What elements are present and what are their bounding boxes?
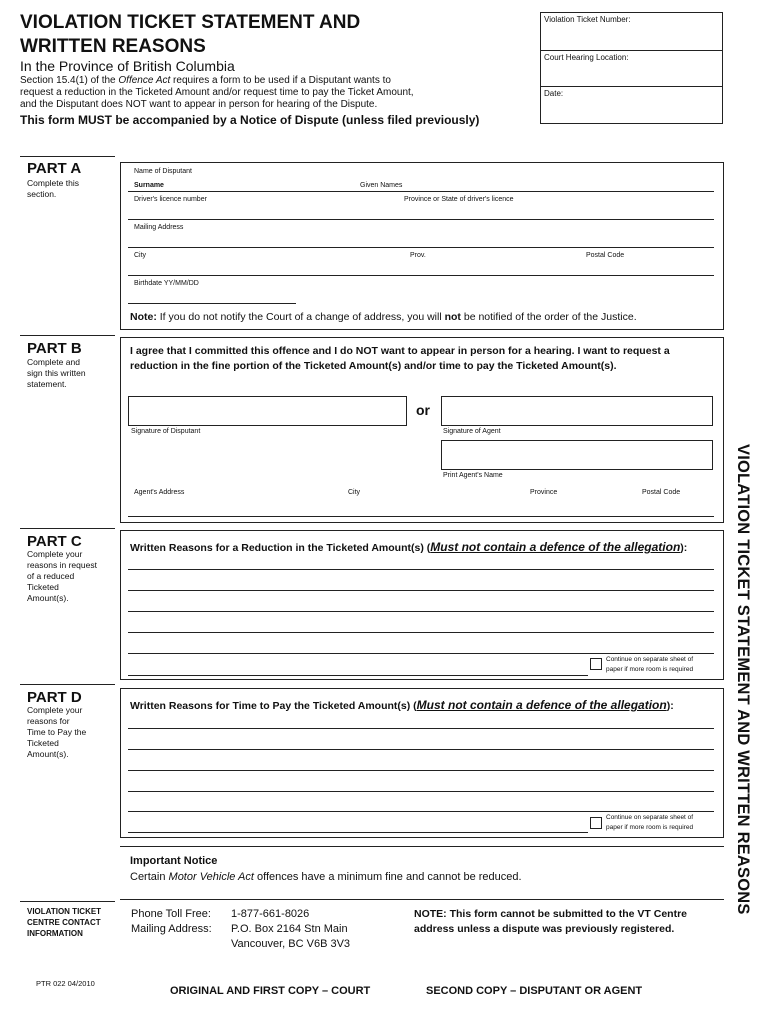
ticket-info-divider <box>540 50 723 51</box>
signature-agent-label: Signature of Agent <box>443 428 501 435</box>
print-agent-name-label: Print Agent's Name <box>443 472 503 479</box>
part-c-continue-checkbox[interactable] <box>590 658 602 670</box>
contact-note-line2: address unless a dispute was previously registered. <box>414 923 675 935</box>
part-d-heading: Written Reasons for Time to Pay the Ticketed Amount(s) (Must not contain a defence of the allegation): <box>130 698 674 712</box>
ticket-number-label: Violation Ticket Number: <box>544 15 631 24</box>
reasons-line <box>128 811 714 812</box>
part-c-continue-line1: Continue on separate sheet of <box>606 656 694 663</box>
part-a-top-rule <box>20 156 115 157</box>
copy-court: ORIGINAL AND FIRST COPY – COURT <box>170 985 371 997</box>
phone-number: 1-877-661-8026 <box>231 908 310 920</box>
birthdate-field[interactable] <box>128 289 296 302</box>
ticket-number-field[interactable] <box>541 24 722 49</box>
reasons-line <box>128 791 714 792</box>
form-title-line1: VIOLATION TICKET STATEMENT AND <box>20 12 361 33</box>
licence-line <box>128 219 714 220</box>
part-c-continue-line2: paper if more room is required <box>606 666 694 673</box>
date-label: Date: <box>544 89 564 98</box>
part-d-continue-line2: paper if more room is required <box>606 824 694 831</box>
address-line <box>128 247 714 248</box>
reasons-line <box>128 832 588 833</box>
agreement-line2: reduction in the fine portion of the Ticketed Amount(s) and/or time to pay the Ticketed Amount(s). <box>130 360 617 372</box>
intro-text-line3: and the Disputant does NOT want to appear in person for hearing of the Dispute. <box>20 99 378 110</box>
agreement-line1: I agree that I committed this offence and I do NOT want to appear in person for a hearing. I want to request a <box>130 345 670 357</box>
agent-address-label: Agent's Address <box>134 489 185 496</box>
part-a-title: PART A <box>27 160 82 177</box>
mailing-address-label: Mailing Address <box>134 224 184 231</box>
reasons-line <box>128 675 588 676</box>
address-change-note: Note: If you do not notify the Court of a change of address, you will not be notified of the order of the Justice. <box>130 311 637 323</box>
licence-field[interactable] <box>128 205 714 218</box>
part-c-desc: Complete your reasons in request of a reduced Ticketed Amount(s). <box>27 549 97 603</box>
form-subtitle: In the Province of British Columbia <box>20 58 235 74</box>
disputant-name-field[interactable] <box>128 176 714 190</box>
intro-text-line1: Section 15.4(1) of the Offence Act requires a form to be used if a Disputant wants to <box>20 75 391 86</box>
part-c-title: PART C <box>27 533 82 550</box>
contact-section-label: VIOLATION TICKET CENTRE CONTACT INFORMATION <box>27 907 102 938</box>
signature-disputant-label: Signature of Disputant <box>131 428 201 435</box>
reasons-line <box>128 770 714 771</box>
part-d-continue-checkbox[interactable] <box>590 817 602 829</box>
reasons-line <box>128 728 714 729</box>
part-c-heading: Written Reasons for a Reduction in the Ticketed Amount(s) (Must not contain a defence of the allegation): <box>130 540 688 554</box>
part-b-title: PART B <box>27 340 82 357</box>
form-title-line2: WRITTEN REASONS <box>20 36 206 57</box>
offence-act-ref: Offence Act <box>118 75 171 86</box>
contact-top-rule <box>120 899 724 900</box>
part-c-top-rule <box>20 528 115 529</box>
agent-province-label: Province <box>530 489 558 496</box>
reasons-line <box>128 569 714 570</box>
copy-disputant: SECOND COPY – DISPUTANT OR AGENT <box>426 985 643 997</box>
reasons-line <box>128 653 714 654</box>
name-line <box>128 191 714 192</box>
ticket-info-divider <box>540 86 723 87</box>
part-d-continue-line1: Continue on separate sheet of <box>606 814 694 821</box>
part-b-desc: Complete and sign this written statement. <box>27 357 86 389</box>
signature-disputant-box[interactable] <box>128 396 407 426</box>
given-names-label: Given Names <box>360 182 403 189</box>
city-label: City <box>134 252 147 259</box>
print-agent-name-box[interactable] <box>441 440 713 470</box>
prov-label: Prov. <box>410 252 426 259</box>
contact-label-rule <box>20 901 115 902</box>
reasons-line <box>128 632 714 633</box>
court-location-label: Court Hearing Location: <box>544 53 629 62</box>
postal-code-label: Postal Code <box>586 252 625 259</box>
agent-postal-code-label: Postal Code <box>642 489 681 496</box>
part-d-desc: Complete your reasons for Time to Pay the Ticketed Amount(s). <box>27 705 87 759</box>
licence-label: Driver's licence number <box>134 196 207 203</box>
important-notice-title: Important Notice <box>130 855 218 867</box>
agent-address-line <box>128 516 714 517</box>
birthdate-line <box>128 303 296 304</box>
reasons-line <box>128 611 714 612</box>
birthdate-label: Birthdate YY/MM/DD <box>134 280 199 287</box>
must-notice: This form MUST be accompanied by a Notice of Dispute (unless filed previously) <box>20 113 480 127</box>
part-d-top-rule <box>20 684 115 685</box>
part-a-desc: Complete this section. <box>27 178 79 199</box>
side-title-text: VIOLATION TICKET STATEMENT AND WRITTEN REASONS <box>734 444 752 915</box>
reasons-line <box>128 749 714 750</box>
mail-line2: Vancouver, BC V6B 3V3 <box>231 938 351 950</box>
city-field[interactable] <box>128 261 714 274</box>
court-location-field[interactable] <box>541 62 722 85</box>
intro-text-line2: request a reduction in the Ticketed Amount and/or request time to pay the Ticket Amount, <box>20 87 414 98</box>
mail-line1: P.O. Box 2164 Stn Main <box>231 923 348 935</box>
signature-agent-box[interactable] <box>441 396 713 426</box>
agent-address-field[interactable] <box>128 498 714 515</box>
part-b-top-rule <box>20 335 115 336</box>
city-line <box>128 275 714 276</box>
side-title <box>727 444 757 984</box>
important-notice-text: Certain Motor Vehicle Act offences have a minimum fine and cannot be reduced. <box>130 871 522 883</box>
contact-note-line1: NOTE: This form cannot be submitted to the VT Centre <box>414 908 688 920</box>
agent-city-label: City <box>348 489 361 496</box>
reasons-line <box>128 590 714 591</box>
form-id: PTR 022 04/2010 <box>36 979 95 988</box>
surname-label: Surname <box>134 182 164 189</box>
mailing-address-field[interactable] <box>128 233 714 246</box>
date-field[interactable] <box>541 98 722 123</box>
or-separator: or <box>416 402 430 418</box>
phone-label: Phone Toll Free: <box>131 908 211 920</box>
part-d-title: PART D <box>27 689 82 706</box>
mail-label: Mailing Address: <box>131 923 212 935</box>
important-top-rule <box>120 846 724 847</box>
province-state-label: Province or State of driver's licence <box>404 196 514 203</box>
name-of-disputant-label: Name of Disputant <box>134 168 192 175</box>
